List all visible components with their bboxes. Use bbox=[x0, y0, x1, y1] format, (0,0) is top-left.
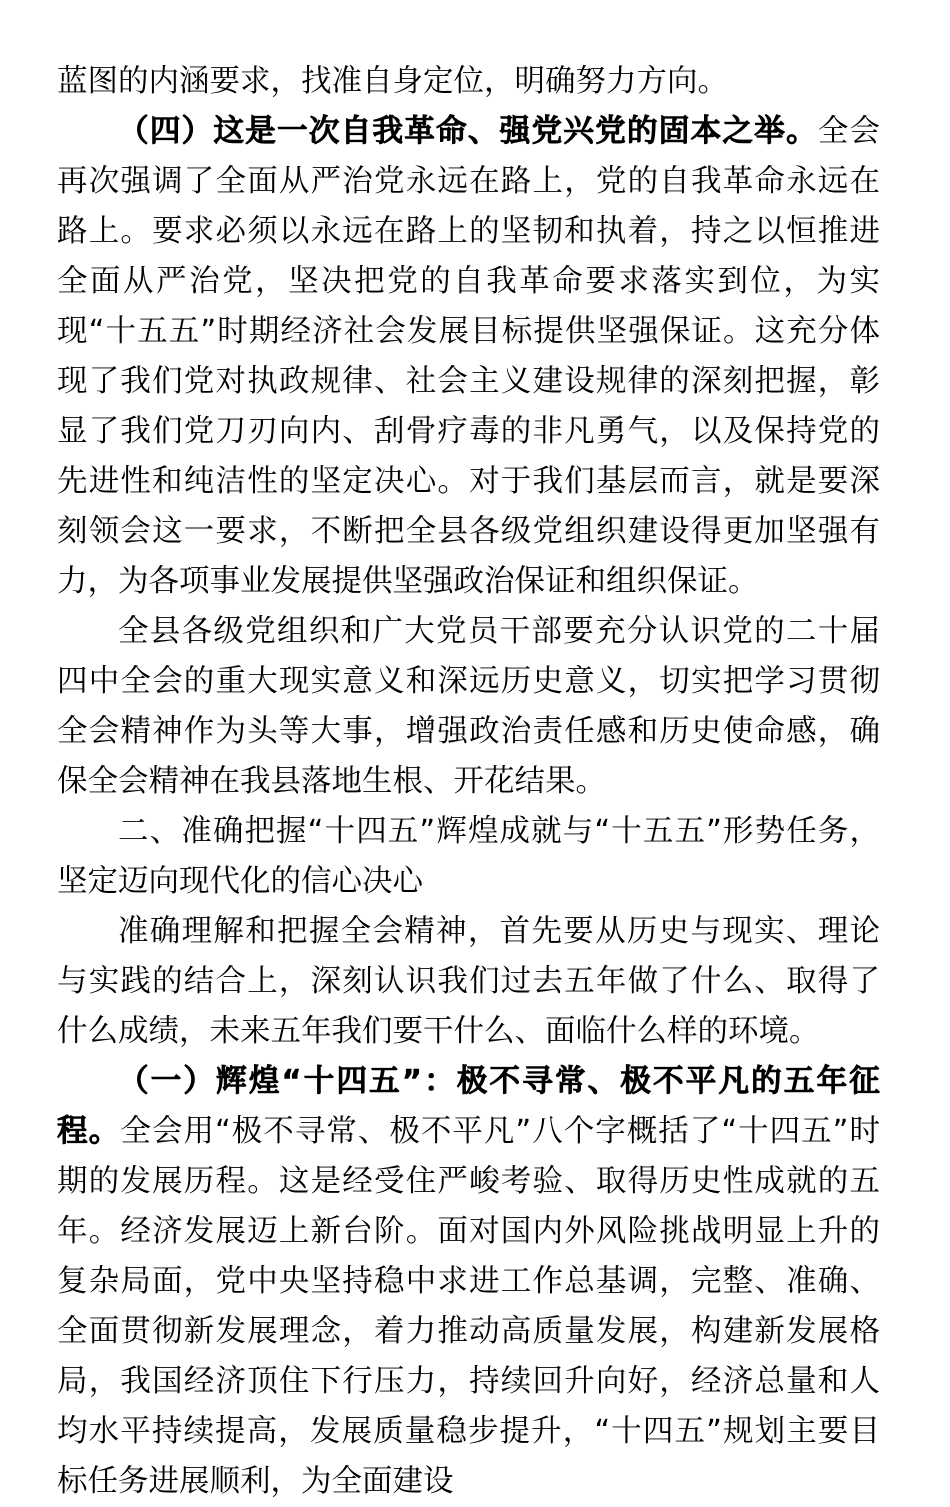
paragraph-text: 全会再次强调了全面从严治党永远在路上，党的自我革命永远在路上。要求必须以永远在路上的坚韧和执着，持之以恒推进全面从严治党，坚决把党的自我革命要求落实到位，为实现“十五五”时期经济社会发展目标提供坚强保证。这充分体现了我们党对执政规律、社会主义建设规律的深刻把握，彰显了我们党刀刃向内、刮骨疗毒的非凡勇气，以及保持党的先进性和纯洁性的坚定决心。对于我们基层而言，就是要深刻领会这一要求，不断把全县各级党组织建设得更加坚强有力，为各项事业发展提供坚强政治保证和组织保证。 bbox=[57, 114, 881, 599]
paragraph-section-one bbox=[57, 1057, 880, 1507]
paragraph-text: 全县各级党组织和广大党员干部要充分认识党的二十届四中全会的重大现实意义和深远历史意义，切实把学习贯彻全会精神作为头等大事，增强政治责任感和历史使命感，确保全会精神在我县落地生根、开花结果。 bbox=[57, 614, 880, 799]
paragraph-text: 准确理解和把握全会精神，首先要从历史与现实、理论与实践的结合上，深刻认识我们过去五年做了什么、取得了什么成绩，未来五年我们要干什么、面临什么样的环境。 bbox=[57, 914, 880, 1049]
paragraph-heading-two bbox=[57, 807, 880, 907]
paragraph-text: 全会用“极不寻常、极不平凡”八个字概括了“十四五”时期的发展历程。这是经受住严峻考验、取得历史性成就的五年。经济发展迈上新台阶。面对国内外风险挑战明显上升的复杂局面，党中央坚持稳中求进工作总基调，完整、准确、全面贯彻新发展理念，着力推动高质量发展，构建新发展格局，我国经济顶住下行压力，持续回升向好，经济总量和人均水平持续提高，发展质量稳步提升，“十四五”规划主要目标任务进展顺利，为全面建设 bbox=[57, 1114, 881, 1499]
paragraph-section-four bbox=[57, 107, 880, 607]
paragraph-continuation bbox=[57, 57, 880, 107]
paragraph-text: 二、准确把握“十四五”辉煌成就与“十五五”形势任务，坚定迈向现代化的信心决心 bbox=[57, 814, 880, 899]
paragraph-summary bbox=[57, 607, 880, 807]
paragraph-text: 蓝图的内涵要求，找准自身定位，明确努力方向。 bbox=[57, 64, 728, 99]
section-one-heading: （一）辉煌“十四五”：极不寻常、极不平凡的五年征程。 bbox=[57, 1064, 880, 1149]
section-four-heading: （四）这是一次自我革命、强党兴党的固本之举。 bbox=[118, 114, 818, 149]
paragraph-intro bbox=[57, 907, 880, 1057]
document-body bbox=[57, 57, 880, 1507]
